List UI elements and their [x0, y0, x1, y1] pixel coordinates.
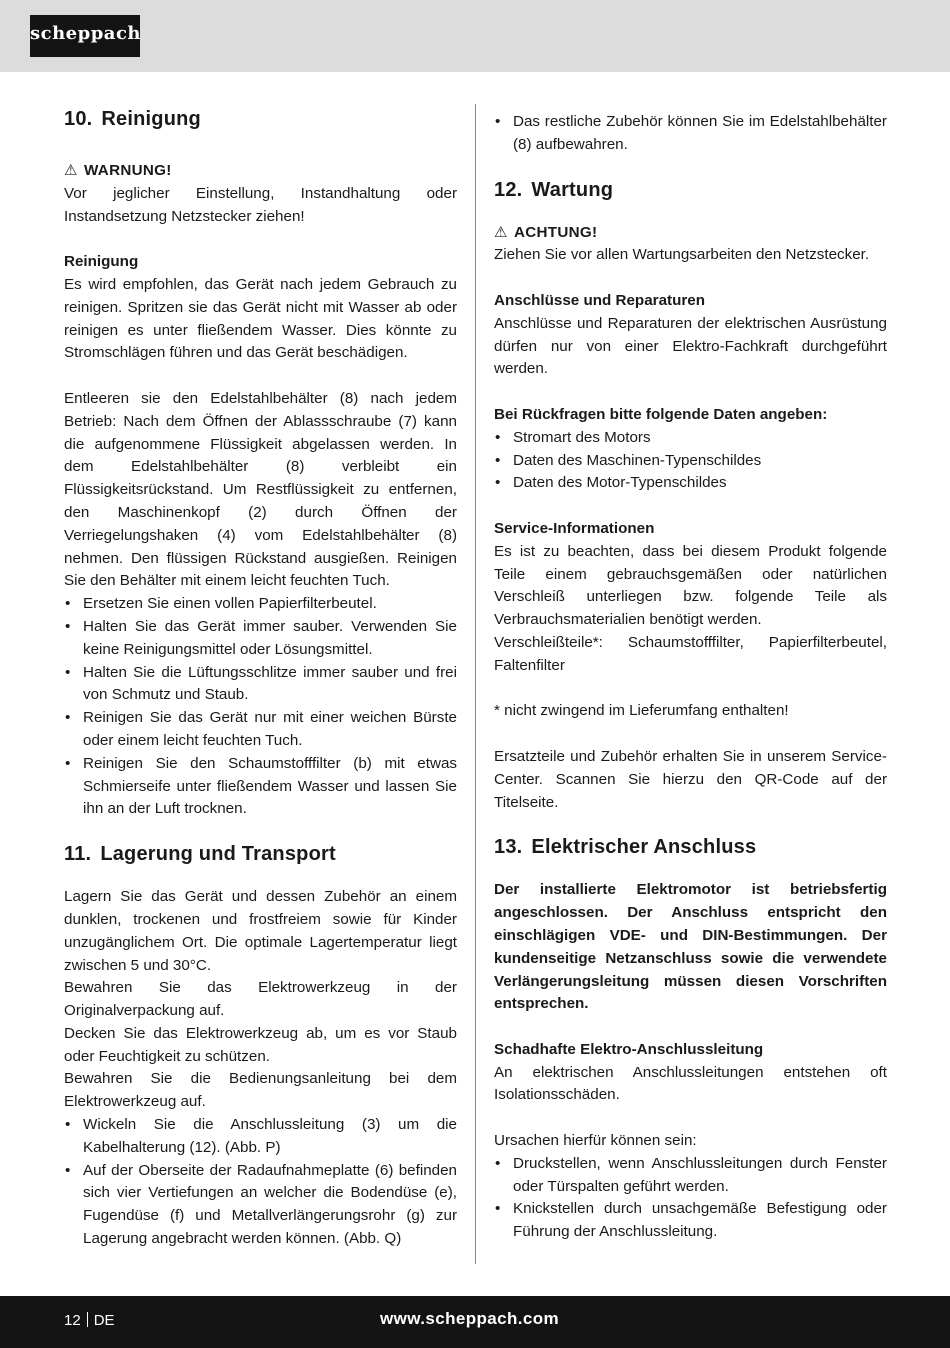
list-item: • Halten Sie das Gerät immer sauber. Verwenden Sie keine Reinigungsmittel oder Lösungsmittel. [64, 616, 457, 662]
accessory-bullet-list [494, 111, 887, 157]
page-separator [87, 1312, 88, 1327]
queries-heading: Bei Rückfragen bitte folgende Daten angeben: [494, 405, 828, 423]
warning-text: Vor jeglicher Einstellung, Instandhaltung oder Instandsetzung Netzstecker ziehen! [64, 184, 457, 225]
list-item: • Ersetzen Sie einen vollen Papierfilterbeutel. [64, 593, 457, 616]
list-item: • Auf der Oberseite der Radaufnahmeplatte (6) befinden sich vier Vertiefungen an welcher die Bodendüse (e), Fugendüse (f) und Metallverlängerungsrohr (g) zur Lagerung angebracht werden können. (Abb. Q) [64, 1160, 457, 1251]
storage-bullet-list [64, 1114, 457, 1251]
damaged-cable-text: An elektrischen Anschlussleitungen entstehen oft Isolationsschäden. [494, 1063, 887, 1104]
list-item: • Daten des Motor-Typenschildes [494, 472, 887, 495]
cleaning-heading: Reinigung [64, 253, 139, 271]
list-item: • Knickstellen durch unsachgemäße Befestigung oder Führung der Anschlussleitung. [494, 1198, 887, 1244]
storage-paragraph-3: Decken Sie das Elektrowerkzeug ab, um es vor Staub oder Feuchtigkeit zu schützen. [64, 1024, 457, 1065]
not-included-note: * nicht zwingend im Lieferumfang enthalten! [494, 702, 789, 720]
list-item: • Druckstellen, wenn Anschlussleitungen durch Fenster oder Türspalten geführt werden. [494, 1153, 887, 1199]
section-13-title: Elektrischer Anschluss [531, 836, 757, 859]
queries-bullet-list [494, 427, 887, 495]
cleaning-bullet-list [64, 593, 457, 821]
list-item: • Reinigen Sie den Schaumstofffilter (b) mit etwas Schmierseife unter fließendem Wasser und lassen Sie ihn an der Luft trocknen. [64, 753, 457, 821]
storage-paragraph-2: Bewahren Sie das Elektrowerkzeug in der Originalverpackung auf. [64, 979, 457, 1020]
section-11-title: Lagerung und Transport [100, 843, 336, 866]
section-10-number: 10. [64, 108, 93, 130]
brand-logo [30, 15, 140, 57]
section-13-number: 13. [494, 836, 523, 859]
list-item: • Daten des Maschinen-Typenschildes [494, 450, 887, 473]
storage-paragraph-4: Bewahren Sie die Bedienungsanleitung bei dem Elektrowerkzeug auf. [64, 1070, 457, 1111]
spare-parts-text: Ersatzteile und Zubehör erhalten Sie in unserem Service-Center. Scannen Sie hierzu den QR-Code auf der Titelseite. [494, 747, 887, 811]
attention-text: Ziehen Sie vor allen Wartungsarbeiten den Netzstecker. [494, 246, 870, 264]
warning-label-row [64, 160, 457, 183]
brand-logo-text: scheppach [30, 23, 142, 44]
service-text: Es ist zu beachten, dass bei diesem Produkt folgende Teile einem gebrauchsgemäßen oder natürlichen Verschleiß unterliegen bzw. folgende Teile als Verbrauchsmaterialien benötigt werden. [494, 542, 887, 629]
storage-paragraph-1: Lagern Sie das Gerät und dessen Zubehör an einem dunklen, trockenen und frostfreiem sowie für Kinder unzugänglichem Ort. Die optimale Lagertemperatur liegt zwischen 5 und 30°C. [64, 888, 457, 974]
section-12-title: Wartung [531, 178, 614, 201]
attention-label-row [494, 222, 887, 245]
page-number-label [64, 1311, 115, 1331]
motor-connection-text: Der installierte Elektromotor ist betriebsfertig angeschlossen. Der Anschluss entspricht den einschlägigen VDE- und DIN-Bestimmungen. Der kundenseitige Netzanschluss sowie die verwendete Verlängerungsleitung müssen diesen Vorschriften entsprechen. [494, 881, 887, 1013]
warning-triangle-icon: ⚠ [494, 223, 508, 241]
attention-label: ACHTUNG! [514, 223, 598, 241]
emptying-text: Entleeren sie den Edelstahlbehälter (8) nach jedem Betrieb: Nach dem Öffnen der Ablassschraube (7) kann die aufgenommene Flüssigkeit abgelassen werden. In dem Edelstahlbehälter (8) verbleibt ein Flüssigkeitsrückstand. Um Restflüssigkeit zu entfernen, den Maschinenkopf (2) durch Öffnen der Verriegelungshaken (4) vom Edelstahlbehälter (8) nehmen. Den flüssigen Rückstand ausgießen. Reinigen Sie den Behälter mit einem leicht feuchten Tuch. [64, 389, 457, 590]
causes-intro: Ursachen hierfür können sein: [494, 1132, 697, 1150]
damaged-cable-heading: Schadhafte Elektro-Anschlussleitung [494, 1040, 764, 1058]
section-10-heading [64, 104, 457, 134]
section-11-number: 11. [64, 843, 92, 866]
section-13-heading [494, 832, 887, 862]
connections-heading: Anschlüsse und Reparaturen [494, 291, 705, 309]
wear-parts-text: Verschleißteile*: Schaumstofffilter, Papierfilterbeutel, Faltenfilter [494, 633, 887, 674]
right-column [494, 100, 887, 1244]
page-header [0, 0, 950, 72]
left-column [64, 100, 457, 1251]
warning-label: WARNUNG! [84, 162, 172, 179]
list-item: • Stromart des Motors [494, 427, 887, 450]
column-divider [475, 104, 476, 1264]
section-11-heading [64, 839, 457, 869]
warning-triangle-icon: ⚠ [64, 162, 78, 179]
list-item: • Reinigen Sie das Gerät nur mit einer weichen Bürste oder einem leicht feuchten Tuch. [64, 707, 457, 753]
page-footer [0, 1296, 950, 1348]
website-link[interactable]: www.scheppach.com [380, 1309, 560, 1328]
service-heading: Service-Informationen [494, 519, 655, 537]
language-code: DE [93, 1312, 115, 1329]
section-12-heading [494, 175, 887, 205]
list-item: • Das restliche Zubehör können Sie im Edelstahlbehälter (8) aufbewahren. [494, 111, 887, 157]
cleaning-text: Es wird empfohlen, das Gerät nach jedem Gebrauch zu reinigen. Spritzen sie das Gerät nicht mit Wasser ab oder reinigen es unter fließendem Wasser. Dies könnte zu Stromschlägen führen und das Gerät beschädigen. [64, 275, 457, 362]
section-10-title: Reinigung [101, 108, 201, 130]
causes-bullet-list [494, 1153, 887, 1244]
connections-text: Anschlüsse und Reparaturen der elektrischen Ausrüstung dürfen nur von einer Elektro-Fachkraft durchgeführt werden. [494, 314, 887, 378]
list-item: • Wickeln Sie die Anschlussleitung (3) um die Kabelhalterung (12). (Abb. P) [64, 1114, 457, 1160]
list-item: • Halten Sie die Lüftungsschlitze immer sauber und frei von Schmutz und Staub. [64, 662, 457, 708]
page-number: 12 [64, 1312, 81, 1329]
section-12-number: 12. [494, 178, 523, 201]
